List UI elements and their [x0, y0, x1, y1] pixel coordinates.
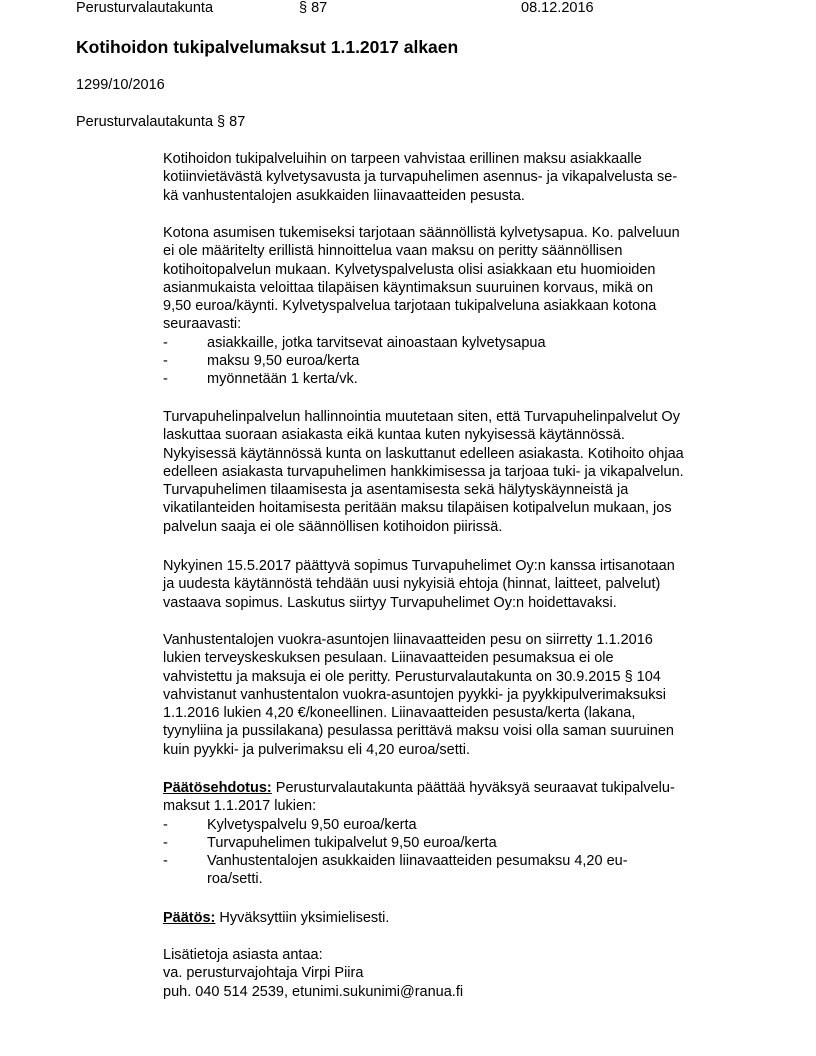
text-line: maksut 1.1.2017 lukien:	[163, 798, 317, 815]
bullet-dash: -	[163, 334, 168, 351]
list-item	[163, 852, 763, 870]
text-line: palvelun saaja ei ole säännöllisen kotihoidon piirissä.	[163, 518, 503, 535]
text-line: seuraavasti:	[163, 316, 242, 333]
text-line: kotihoitopalvelun mukaan. Kylvetyspalvelusta olisi asiakkaan etu huomioiden	[163, 261, 656, 278]
text-line: Nykyisessä käytännössä kunta on laskuttanut edelleen asiakasta. Kotihoito ohjaa	[163, 445, 684, 462]
contact-person: va. perusturvajohtaja Virpi Piira	[163, 965, 364, 982]
text-line: 1.1.2016 lukien 4,20 €/koneellinen. Liinavaatteiden pesusta/kerta (lakana,	[163, 705, 636, 722]
paragraph-safety-phone	[163, 408, 763, 536]
list-item-text: Kylvetyspalvelu 9,50 euroa/kerta	[207, 816, 417, 833]
text-line: kuin pyykki- ja pulverimaksu eli 4,20 euroa/setti.	[163, 741, 471, 758]
paragraph-bathing-service	[163, 224, 763, 389]
text-line: Kotona asumisen tukemiseksi tarjotaan säännöllistä kylvetysapua. Ko. palveluun	[163, 225, 680, 241]
paragraph-contract	[163, 557, 763, 612]
list-item-text: Vanhustentalojen asukkaiden liinavaatteiden pesumaksu 4,20 eu-	[207, 853, 628, 870]
header-section: § 87	[299, 0, 328, 16]
header-board: Perusturvalautakunta	[76, 0, 214, 16]
bullet-dash: -	[163, 834, 168, 851]
text-line: vahvistettu ja maksuja ei ole peritty. Perusturvalautakunta on 30.9.2015 § 104	[163, 668, 661, 685]
list-item	[163, 370, 763, 388]
text-line	[163, 779, 763, 797]
text-line: Kotihoidon tukipalveluihin on tarpeen vahvistaa erillinen maksu asiakkaalle	[163, 151, 642, 167]
paragraph-linen-washing	[163, 631, 763, 759]
text-line: vikatilanteiden hoitamisesta peritään maksu tilapäisen kotipalvelun mukaan, jos	[163, 500, 672, 517]
list-item-text: asiakkaille, jotka tarvitsevat ainoastaan kylvetysapua	[207, 334, 546, 351]
text-line: kä vanhustentalojen asukkaiden liinavaatteiden pesusta.	[163, 187, 525, 204]
list-item	[163, 834, 763, 852]
header-date: 08.12.2016	[521, 0, 594, 16]
proposal-label: Päätösehdotus:	[163, 780, 272, 796]
text-line: vastaava sopimus. Laskutus siirtyy Turvapuhelimet Oy:n hoidettavaksi.	[163, 594, 617, 611]
bullet-dash: -	[163, 853, 168, 870]
text-line: 9,50 euroa/käynti. Kylvetyspalvelua tarjotaan tukipalveluna asiakkaan kotona	[163, 298, 657, 315]
contact-details: puh. 040 514 2539, etunimi.sukunimi@ranua.fi	[163, 983, 464, 1000]
text-line: edelleen asiakasta turvapuhelimen hankkimisessa ja tarjoaa tuki- ja vikapalvelun.	[163, 463, 684, 480]
contact-info	[163, 946, 763, 1001]
list-item-text: myönnetään 1 kerta/vk.	[207, 371, 358, 388]
document-title: Kotihoidon tukipalvelumaksut 1.1.2017 alkaen	[76, 37, 459, 57]
text-line: Turvapuhelimen tilaamisesta ja asentamisesta sekä hälytyskäynneistä ja	[163, 482, 629, 499]
decision-proposal	[163, 779, 763, 889]
decision	[163, 909, 763, 927]
paragraph-intro	[163, 150, 763, 205]
proposal-text: Perusturvalautakunta päättää hyväksyä seuraavat tukipalvelu-	[271, 780, 675, 796]
text-line: ei ole määritelty erillistä hinnoittelua vaan maksu on peritty säännöllisen	[163, 243, 623, 260]
text-line: tyynyliina ja pussilakana) pesulassa perittävä maksu voisi olla saman suuruinen	[163, 723, 674, 740]
text-line: lukien terveyskeskuksen pesulaan. Liinavaatteiden pesumaksua ei ole	[163, 650, 614, 667]
board-section-reference: Perusturvalautakunta § 87	[76, 114, 246, 130]
list-item-text: Turvapuhelimen tukipalvelut 9,50 euroa/kerta	[207, 834, 497, 851]
bullet-dash: -	[163, 816, 168, 833]
bullet-dash: -	[163, 371, 168, 388]
list-item	[163, 816, 763, 834]
list-item	[163, 352, 763, 370]
case-number: 1299/10/2016	[76, 77, 165, 93]
text-line: ja uudesta käytännöstä tehdään uusi nykyisiä ehtoja (hinnat, laitteet, palvelut)	[163, 576, 661, 593]
text-line: Nykyinen 15.5.2017 päättyvä sopimus Turvapuhelimet Oy:n kanssa irtisanotaan	[163, 558, 675, 574]
text-line: Vanhustentalojen vuokra-asuntojen liinavaatteiden pesu on siirretty 1.1.2016	[163, 632, 653, 648]
list-item-text: maksu 9,50 euroa/kerta	[207, 353, 360, 370]
text-line: asianmukaista veloittaa tilapäisen käyntimaksun suuruinen korvaus, mikä on	[163, 279, 654, 296]
bullet-dash: -	[163, 353, 168, 370]
text-line: laskuttaa suoraan asiakasta eikä kuntaa kuten nykyisessä käytännössä.	[163, 427, 625, 444]
text-line: Turvapuhelinpalvelun hallinnointia muutetaan siten, että Turvapuhelinpalvelut Oy	[163, 409, 680, 425]
text-line	[163, 909, 763, 927]
decision-label: Päätös:	[163, 910, 216, 926]
contact-heading: Lisätietoja asiasta antaa:	[163, 947, 323, 963]
decision-text: Hyväksyttiin yksimielisesti.	[215, 910, 390, 926]
list-item-continuation: roa/setti.	[207, 871, 263, 888]
text-line: kotiinvietävästä kylvetysavusta ja turvapuhelimen asennus- ja vikapalvelusta se-	[163, 169, 678, 186]
list-item	[163, 334, 763, 352]
text-line: vahvistanut vanhustentalon vuokra-asuntojen pyykki- ja pyykkipulverimaksuksi	[163, 686, 666, 703]
